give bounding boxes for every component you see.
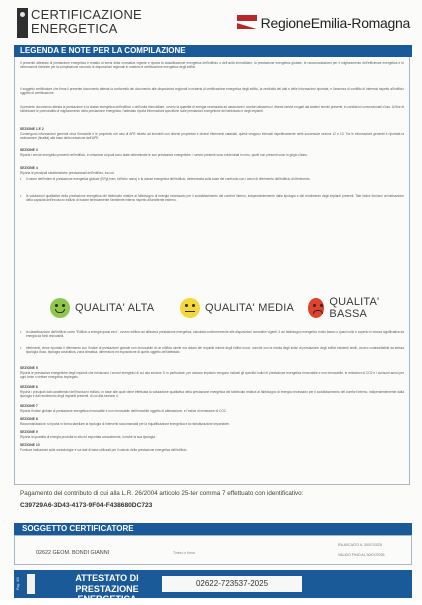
- region-flag-icon: [237, 15, 257, 31]
- section-10-text: Fornisce indicazioni sulle metodologie e sui dati di base utilizzati per il calcolo della prestazione energetica dell'edificio.: [20, 448, 188, 452]
- quality-low-label: QUALITA' BASSA: [329, 296, 380, 320]
- bullet-icon: •: [20, 176, 22, 181]
- certificate-code: 02622-723537-2025: [162, 576, 302, 592]
- bullet-icon: •: [20, 329, 22, 334]
- legend-intro: Il presente attestato di prestazione energetica è redatto ai sensi della normativa vigente e riporta la classificazione energetica dell'edificio o dell'unità immobiliare, la prestazione energetica globale, le raccomandazioni per il miglioramento dell'efficienza energetica e le informazioni richieste per la compilazione secondo le disposizioni regionali in materia di certificazione energetica degli edifici.: [20, 61, 404, 70]
- section-3-text: Riporta i servizi energetici presenti nell'edificio, in relazione ai quali sono state determinate le sue prestazioni energetiche. I servizi presenti sono evidenziati in nero, quelli non presenti sono in grigio chiaro.: [20, 153, 308, 157]
- document-title: [31, 8, 142, 36]
- document-header: [10, 6, 414, 42]
- section-6-text: Riporta i principali dati caratteristici dell'involucro edilizio, in base alle quali viene effettuata la valutazione qualitativa della prestazione energetica del fabbricato relativa al fabbisogno di energia necessario per il soddisfacimento del comfort interno, indipendentemente dalla tipologia e dal rendimento degli impianti presenti, di cui alla sezione 4.: [20, 390, 404, 399]
- payment-text: Pagamento del contributo di cui alla L.R. 26/2004 articolo 25-ter comma 7 effettuato con identificativo:: [20, 490, 304, 497]
- legend-title: LEGENDA E NOTE PER LA COMPILAZIONE: [20, 46, 186, 55]
- section-5-title: SEZIONE 5: [20, 366, 38, 370]
- section-8-title: SEZIONE 8: [20, 417, 38, 421]
- region-logo: [237, 14, 410, 32]
- quality-low: [308, 295, 404, 321]
- title-line-2: ENERGETICA: [31, 21, 118, 36]
- payment-code: C39729A6-3D43-4173-9F04-F438680DC723: [20, 502, 153, 509]
- section-1-2-text: Contengono informazioni generali circa l'immobile e le proprietà: nei casi di APE relativi ad immobili con diversi proprietari e diversi riferimenti catastali, questi vengono elencati rispettivamente nelle successive sezioni 12 e 13. Tra le informazioni generali è riportata la motivazione (finalità) alla base della redazione dell'APE.: [20, 132, 404, 141]
- footer-title-line-1: ATTESTATO DI: [75, 573, 139, 583]
- signature-label: Timbro e firma: [173, 551, 195, 555]
- section-4-bullet-2: le valutazioni qualitative della prestazione energetica del fabbricato relative al fabbisogno di energia necessario per il soddisfacimento del comfort interno, indipendentemente dalla tipologia e dal rendimento degli impianti presenti. Tale indice fornisce un'indicazione della capacità dell'involucro edilizio di isolare termicamente l'ambiente interno rispetto all'ambiente esterno.: [26, 194, 404, 203]
- quality-legend: [24, 295, 404, 321]
- bullet-icon: •: [20, 345, 22, 350]
- certifier-name: 02622 GEOM. BONDI GIANNI: [36, 550, 110, 556]
- quality-high-label: QUALITA' ALTA: [75, 302, 155, 314]
- section-4-title: SEZIONE 4: [20, 166, 38, 170]
- page-number: Pag. 4/4: [16, 577, 20, 591]
- smiley-happy-icon: [50, 298, 70, 318]
- section-4-bullet-3: la classificazione dell'edificio come "Edificio a energia quasi zero", ovvero edificio ad altissima prestazione energetica, calcolata conformemente alle disposizioni normative vigenti, il cui fabbisogno energetico molto basso o quasi nullo è coperto in misura significativa da energia da fonti rinnovabili.: [26, 330, 404, 339]
- issued-date: RILASCIATO IL 30/07/2025: [338, 543, 382, 547]
- section-5-text: Riporta le prestazioni energetiche degli impianti che forniscono i servizi energetici di cui alla sezione 3: in particolare, per ciascun impianto vengono indicati gli specifici indici di prestazione energetica rinnovabile e non rinnovabile, le emissioni di CO2 e i consumi annui per ogni fonte o vettore energetico impiegato.: [20, 371, 404, 380]
- section-7-text: Riporta l'indice globale di prestazione energetica rinnovabile e non rinnovabile dell'immobile oggetto di attestazione, e l'indice di emissione di CO2.: [20, 409, 227, 413]
- footer-logo-icon: [27, 574, 35, 594]
- section-9-text: Riporta la quantità di energia prodotta in situ ed esportata annualmente, nonché la sua tipologia.: [20, 435, 156, 439]
- document-footer: [14, 570, 412, 604]
- section-10-title: SEZIONE 10: [20, 443, 40, 447]
- section-6-title: SEZIONE 6: [20, 385, 38, 389]
- quality-high: [50, 295, 154, 321]
- legend-para-2: Il soggetto certificatore che firma il presente documento attesta la conformità del documento alle disposizioni regionali in materia di certificazione energetica degli edifici, la veridicità dei dati e delle informazioni riportate, e l'assenza di conflitto di interessi rispetto all'edificio oggetto di certificazione.: [20, 87, 404, 96]
- section-7-title: SEZIONE 7: [20, 404, 38, 408]
- section-4-text: Riporta le principali caratteristiche prestazionali dell'edificio, tra cui:: [20, 171, 115, 175]
- section-8-text: Raccomandazioni: si riporta in forma tabellare la tipologia di interventi raccomandati per la riqualificazione energetica e la ristrutturazione importante.: [20, 422, 230, 426]
- certification-logo-icon: [17, 8, 28, 38]
- bullet-icon: •: [20, 193, 22, 198]
- section-4-bullet-4: riferimenti, viene riportato il riferimento con l'indice di prestazione globale non rinnovabile di un edificio simile ma dotato dei requisiti minimi degli edifici nuovi, nonché con la media degli indici di prestazione degli edifici esistenti simili, ovvero contraddistinti da stessa tipologia d'uso, tipologia costruttiva, zona climatica, dimensioni ed esposizione di quello oggetto dell'attestato.: [26, 346, 404, 355]
- smiley-neutral-icon: [180, 298, 200, 318]
- certifier-title: SOGGETTO CERTIFICATORE: [22, 524, 134, 533]
- legend-para-3: Il presente documento attesta la prestazione e la classe energetica dell'edificio o dell'unità immobiliare, ovvero la quantità di energia necessaria ad assicurare il comfort attraverso i diversi servizi erogati dai sistemi tecnici presenti, in condizioni convenzionali d'uso. Al fine di individuare le potenzialità di miglioramento della prestazione energetica, l'attestato riporta informazioni specifiche sulle prestazioni energetiche del fabbricato e degli impianti.: [20, 105, 404, 114]
- quality-medium: [180, 295, 294, 321]
- quality-medium-label: QUALITA' MEDIA: [205, 302, 295, 314]
- section-4-bullet-1: il valore dell'indice di prestazione energetica globale (EPgl,nren, kWh/m² anno) e la classe energetica dell'edificio, determinata sulla base del confronto con i valori di riferimento dell'edificio di riferimento.: [26, 177, 311, 181]
- section-3-title: SEZIONE 3: [20, 148, 38, 152]
- section-9-title: SEZIONE 9: [20, 430, 38, 434]
- title-line-1: CERTIFICAZIONE: [31, 7, 142, 22]
- certifier-header-band: [14, 523, 412, 535]
- valid-until-date: VALIDO FINO AL 30/07/2035: [338, 553, 385, 557]
- legend-frame: [14, 57, 410, 485]
- section-1-2-title: SEZIONE 1 E 2: [20, 127, 44, 131]
- smiley-sad-icon: [308, 298, 324, 318]
- footer-title-line-2: PRESTAZIONE ENERGETICA: [75, 583, 139, 604]
- legend-header-band: [14, 45, 412, 57]
- region-name: RegioneEmilia-Romagna: [260, 15, 410, 31]
